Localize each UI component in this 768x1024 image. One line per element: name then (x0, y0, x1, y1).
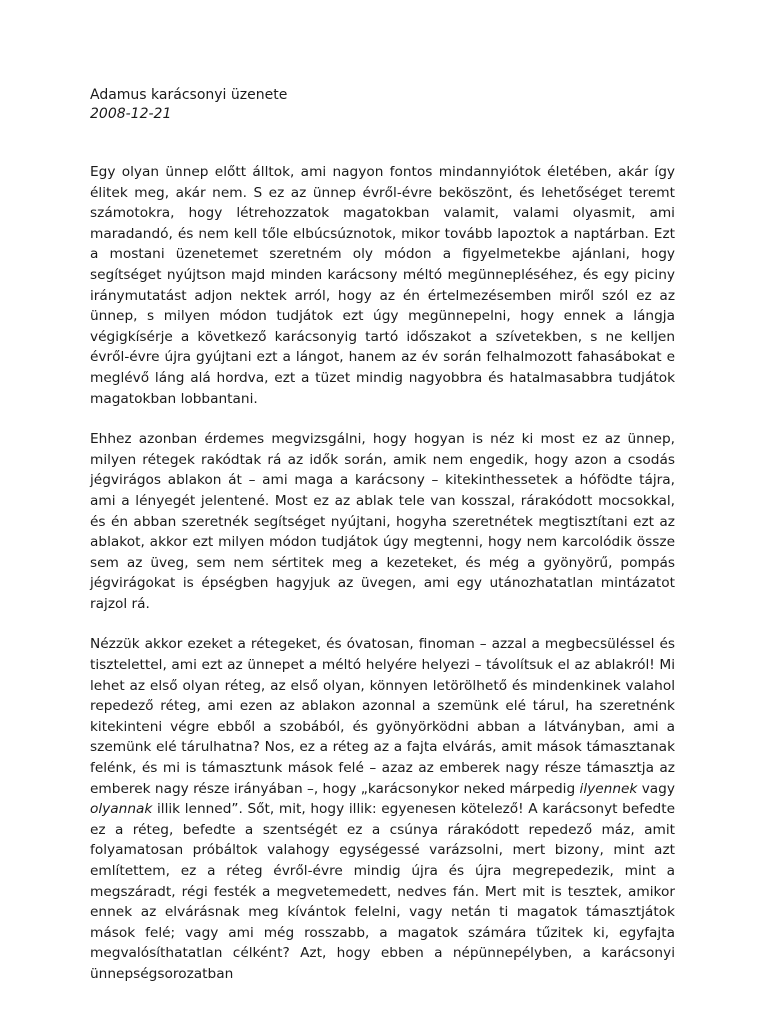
body-paragraph (90, 162, 675, 409)
document-page (90, 86, 675, 1005)
paragraph-text: Ehhez azonban érdemes megvizsgálni, hogy hogyan is néz ki most ez az ünnep, milyen rétegek rakódtak rá az idők során, amik nem engedik, hogy azon a csodás jégvirágos ablakon át – ami maga a karácsony – kitekinthessetek a hófödte tájra, ami a lényegét jelentené. Most ez az ablak tele van kosszal, rárakódott mocsokkal, és én abban szeretnék segítséget nyújtani, hogyha szeretnétek megtisztítani ezt az ablakot, akkor ezt milyen módon tudjátok úgy megtenni, hogy nem karcolódik össze sem az üveg, sem nem sértitek meg a kezeteket, és még a gyönyörű, pompás jégvirágokat is épségben hagyjuk az üvegen, ami egy utánozhatatlan mintázatot rajzol rá. (90, 431, 675, 612)
paragraph-text: illik lenned”. Sőt, mit, hogy illik: egyenesen kötelező! A karácsonyt befedte ez a réteg, befedte a szentségét ez a csúnya rárakódott repedező máz, amit folyamatosan próbáltok valahogy egységessé varázsolni, mert bizony, mint azt említettem, ez a réteg évről-évre mindig újra és újra megrepedezik, mint a megszáradt, régi festék a megvetemedett, nedves fán. Mert mit is tesztek, amikor ennek az elvárásnak meg kívántok felelni, vagy netán ti magatok támasztjátok mások felé; vagy ami még rosszabb, a magatok számára tűzitek ki, egyfajta megvalósíthatatlan célként? Azt, hogy ebben a népünnepélyben, a karácsonyi ünnepségsorozatban (90, 801, 675, 982)
document-body (90, 162, 675, 985)
paragraph-text: vagy (637, 780, 675, 797)
body-paragraph (90, 429, 675, 614)
emphasized-text: olyannak (90, 801, 153, 818)
emphasized-text: ilyennek (579, 780, 638, 797)
body-paragraph (90, 634, 675, 984)
document-date: 2008-12-21 (90, 106, 172, 122)
document-title: Adamus karácsonyi üzenete (90, 87, 288, 103)
paragraph-text: Nézzük akkor ezeket a rétegeket, és óvatosan, finoman – azzal a megbecsüléssel és tisztelettel, ami ezt az ünnepet a méltó helyére helyezi – távolítsuk el az ablakról! Mi lehet az első olyan réteg, az első olyan, könnyen letörölhető és mindenkinek valahol repedező réteg, ami ezen az ablakon azonnal a szemünk elé tárul, ha szeretnénk kitekinteni végre ebből a szobából, és gyönyörködni abban a látványban, ami a szemünk elé tárulhatna? Nos, ez a réteg az a fajta elvárás, amit mások támasztanak felénk, és mi is támasztunk mások felé – azaz az emberek nagy része támasztja az emberek nagy része irányában –, hogy „karácsonykor neked márpedig (90, 636, 675, 797)
paragraph-text: Egy olyan ünnep előtt álltok, ami nagyon fontos mindannyiótok életében, akár így élitek meg, akár nem. S ez az ünnep évről-évre beköszönt, és lehetőséget teremt számotokra, hogy létrehozzatok magatokban valamit, valami olyasmit, ami maradandó, és nem kell tőle elbúcsúznotok, mikor tovább lapoztok a naptárban. Ezt a mostani üzenetemet szeretném oly módon a figyelmetekbe ajánlani, hogy segítséget nyújtson majd minden karácsony méltó megünnepléséhez, és egy piciny iránymutatást adjon nektek arról, hogy az én értelmezésemben miről szól ez az ünnep, s milyen módon tudjátok ezt úgy megünnepelni, hogy ennek a lángja végigkísérje a következő karácsonyig tartó időszakot a szívetekben, s ne kelljen évről-évre újra gyújtani ezt a lángot, hanem az év során felhalmozott fahasábokat e meglévő láng alá hordva, ezt a tüzet mindig nagyobbra és hatalmasabbra tudjátok magatokban lobbantani. (90, 164, 675, 407)
